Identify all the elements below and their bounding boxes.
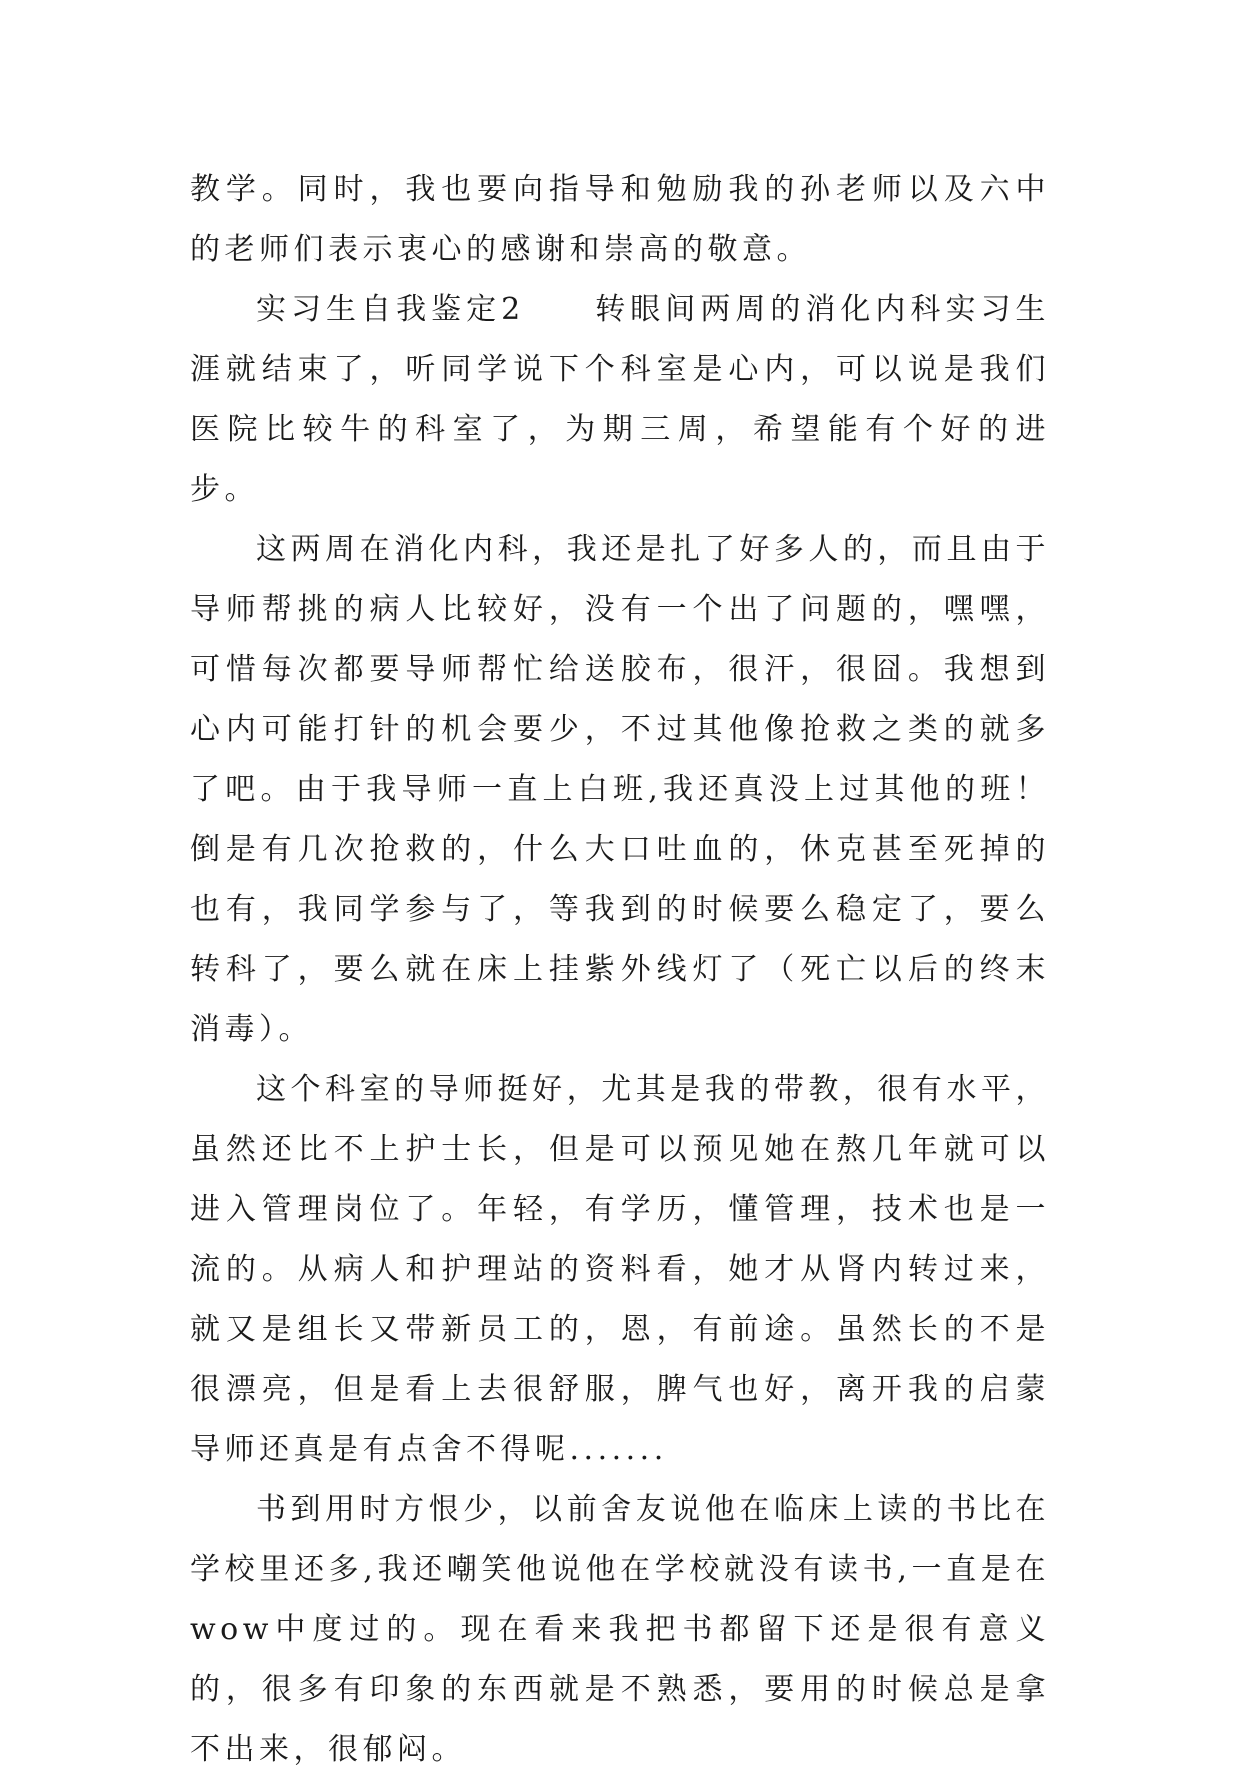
paragraph-continuation: 教学。同时，我也要向指导和勉励我的孙老师以及六中的老师们表示衷心的感谢和崇高的敬意。 — [190, 172, 1050, 267]
paragraph-section-heading: 实习生自我鉴定2 转眼间两周的消化内科实习生涯就结束了，听同学说下个科室是心内，可以说是我们医院比较牛的科室了，为期三周，希望能有个好的进步。 — [190, 292, 1050, 507]
paragraph-mentor: 这个科室的导师挺好，尤其是我的带教，很有水平，虽然还比不上护士长，但是可以预见她在熬几年就可以进入管理岗位了。年轻，有学历，懂管理，技术也是一流的。从病人和护理站的资料看，她才从肾内转过来，就又是组长又带新员工的，恩，有前途。虽然长的不是很漂亮，但是看上去很舒服，脾气也好，离开我的启蒙导师还真是有点舍不得呢....... — [190, 1072, 1050, 1467]
paragraph-digestive-ward: 这两周在消化内科，我还是扎了好多人的，而且由于导师帮挑的病人比较好，没有一个出了问题的，嘿嘿，可惜每次都要导师帮忙给送胶布，很汗，很囧。我想到心内可能打针的机会要少，不过其他像抢救之类的就多了吧。由于我导师一直上白班,我还真没上过其他的班！倒是有几次抢救的，什么大口吐血的，休克甚至死掉的也有，我同学参与了，等我到的时候要么稳定了，要么转科了，要么就在床上挂紫外线灯了（死亡以后的终末消毒）。 — [190, 532, 1050, 1047]
document-body — [190, 160, 1050, 1780]
paragraph-books: 书到用时方恨少，以前舍友说他在临床上读的书比在学校里还多,我还嘲笑他说他在学校就没有读书,一直是在wow中度过的。现在看来我把书都留下还是很有意义的，很多有印象的东西就是不熟悉，要用的时候总是拿不出来，很郁闷。 — [190, 1492, 1050, 1767]
